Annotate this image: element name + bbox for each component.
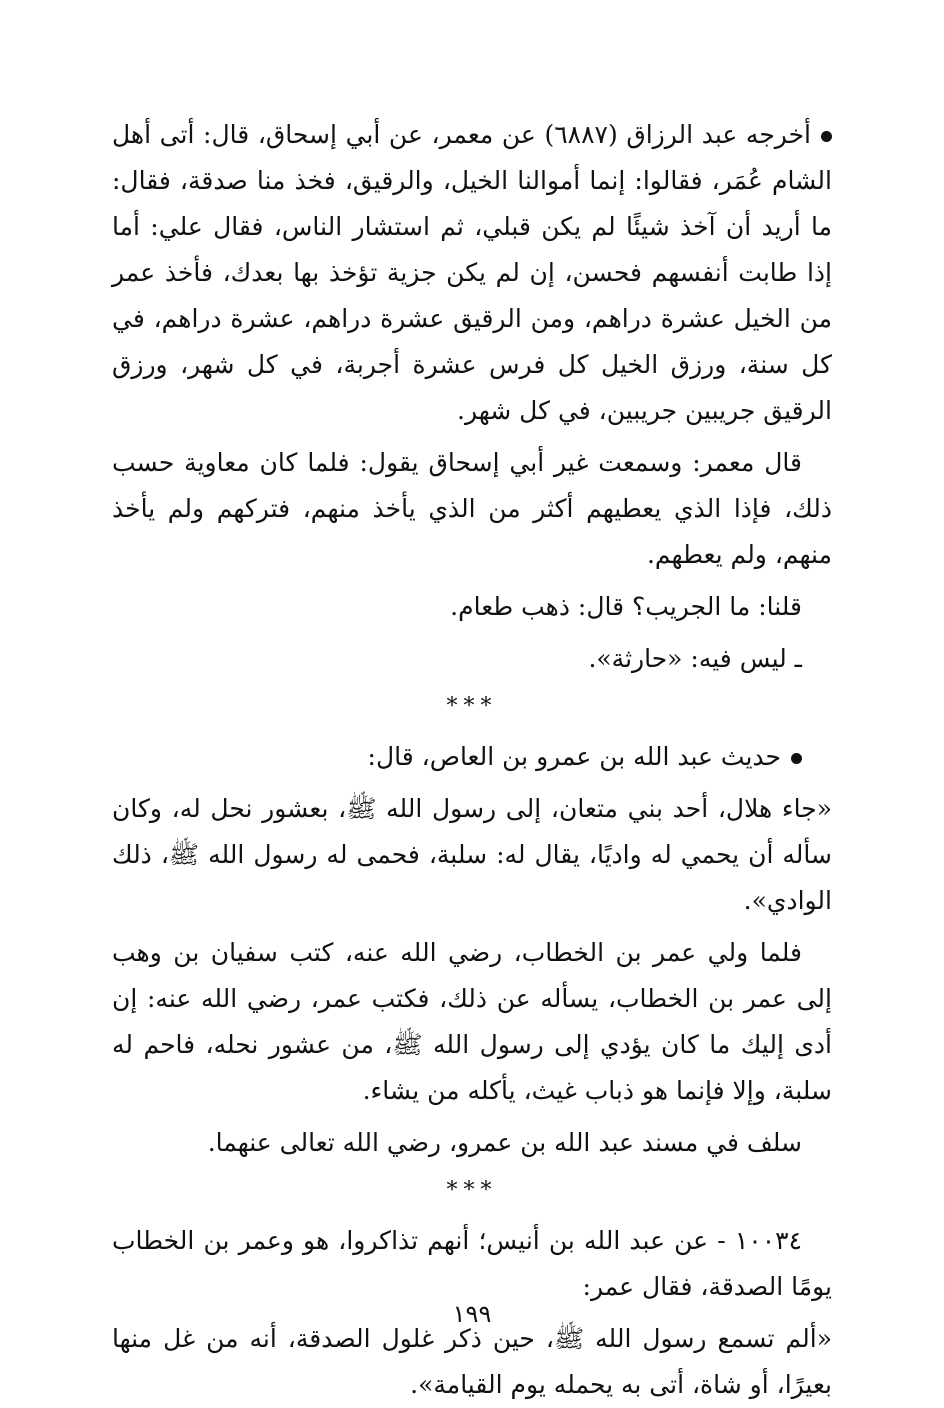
paragraph-maamar: قال معمر: وسمعت غير أبي إسحاق يقول: فلما كان معاوية حسب ذلك، فإذا الذي يعطيهم أكثر من الذي يأخذ منهم، فتركهم ولم يأخذ منهم، ولم يعطهم. — [112, 448, 832, 569]
page-number: ١٩٩ — [452, 1300, 492, 1328]
paragraph-jarib: قلنا: ما الجريب؟ قال: ذهب طعام. — [450, 592, 802, 621]
hadith-heading — [112, 734, 832, 780]
section-separator: *** — [446, 694, 498, 719]
hadith-text: «ألم تسمع رسول الله ﷺ، حين ذكر غلول الصدقة، أنه من غل منها بعيرًا، أو شاة، أتى به يحمله يوم القيامة». — [112, 1324, 832, 1399]
bullet-icon — [821, 131, 832, 142]
hadith-text: «جاء هلال، أحد بني متعان، إلى رسول الله ﷺ، بعشور نحل له، وكان سأله أن يحمي له واديًا، يقال له: سلبة، فحمى له رسول الله ﷺ، ذلك الوادي». — [112, 794, 832, 915]
hadith-10034: ١٠٠٣٤ - عن عبد الله بن أنيس؛ أنهم تذاكروا، هو وعمر بن الخطاب يومًا الصدقة، فقال عمر: — [112, 1226, 832, 1301]
paragraph-text: أخرجه عبد الرزاق (٦٨٨٧) عن معمر، عن أبي إسحاق، قال: أتى أهل الشام عُمَر، فقالوا: إنما أموالنا الخيل، والرقيق، فخذ منا صدقة، فقال: ما أريد أن آخذ شيئًا لم يكن قبلي، ثم استشار الناس، فقال علي: أما إذا طابت أنفسهم فحسن، إن لم يكن جزية تؤخذ بها بعدك، فأخذ عمر من الخيل عشرة دراهم، ومن الرقيق عشرة دراهم، عشرة دراهم، في كل سنة، ورزق الخيل كل فرس عشرة أجربة، في كل شهر، ورزق الرقيق جريبين جريبين، في كل شهر. — [112, 120, 832, 425]
bullet-icon — [791, 753, 802, 764]
section-separator: *** — [446, 1178, 498, 1203]
paragraph-cross-reference: سلف في مسند عبد الله بن عمرو، رضي الله تعالى عنهما. — [207, 1128, 802, 1157]
paragraph-takhrij — [112, 112, 832, 434]
paragraph-note: ـ ليس فيه: «حارثة». — [588, 644, 802, 673]
paragraph-umar: فلما ولي عمر بن الخطاب، رضي الله عنه، كتب سفيان بن وهب إلى عمر بن الخطاب، يسأله عن ذلك، فكتب عمر، رضي الله عنه: إن أدى إليك ما كان يؤدي إلى رسول الله ﷺ، من عشور نحله، فاحم له سلبة، وإلا فإنما هو ذباب غيث، يأكله من يشاء. — [112, 938, 832, 1105]
heading-text: حديث عبد الله بن عمرو بن العاص، قال: — [367, 742, 781, 771]
